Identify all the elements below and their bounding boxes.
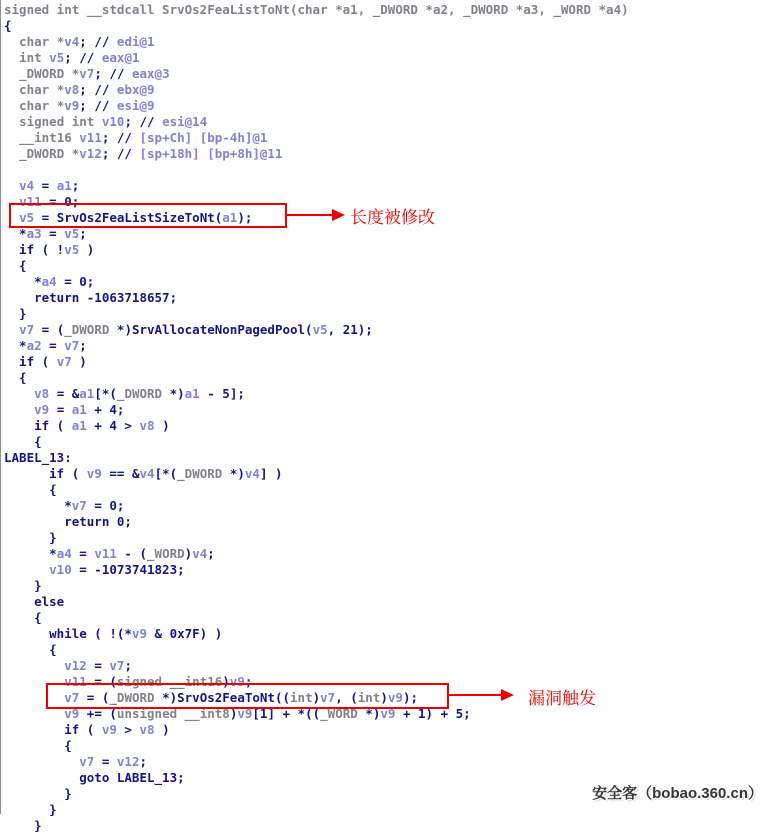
code-line: else xyxy=(4,594,65,609)
code-line: return 0; xyxy=(4,514,132,529)
code-line: v7 = (_DWORD *)SrvOs2FeaToNt((int)v7, (int)v9); xyxy=(64,690,418,705)
code-line: { xyxy=(4,482,57,497)
code-line: _DWORD *v7; // eax@3 xyxy=(19,66,170,81)
code-line: *a2 = v7; xyxy=(4,338,87,353)
code-line: v8 = &a1[*(_DWORD *)a1 - 5]; xyxy=(34,386,245,401)
code-line: char *v9; // esi@9 xyxy=(19,98,155,113)
code-line: goto LABEL_13; xyxy=(4,770,185,785)
code-line: { xyxy=(4,258,27,273)
code-line: { xyxy=(4,642,57,657)
code-line: } xyxy=(4,786,72,801)
code-line: { xyxy=(4,738,72,753)
code-line: char *v4; // edi@1 xyxy=(19,34,155,49)
code-line: while ( !(*v9 & 0x7F) ) xyxy=(4,626,223,641)
annotation-label-length: 长度被修改 xyxy=(350,208,435,227)
code-line: } xyxy=(4,578,42,593)
annotation-box-length xyxy=(9,203,287,228)
annotation-arrow-length xyxy=(287,214,332,216)
code-line: } xyxy=(4,530,57,545)
code-line: if ( v9 == &v4[*(_DWORD *)v4] ) xyxy=(4,466,283,481)
code-line: v9 += (unsigned __int8)v9[1] + *((_WORD *)v9 + 1) + 5; xyxy=(64,706,471,721)
annotation-arrow-vuln xyxy=(449,694,501,696)
code-line: v5 = SrvOs2FeaListSizeToNt(a1); xyxy=(19,210,253,225)
code-line: *a4 = v11 - (_WORD)v4; xyxy=(4,546,215,561)
code-line: } xyxy=(4,818,42,833)
code-line: *a3 = v5; xyxy=(4,226,87,241)
code-line: v9 = a1 + 4; xyxy=(34,402,125,417)
code-line: v11 = 0; xyxy=(19,194,80,209)
code-line: v11 = (signed __int16)v9; xyxy=(64,674,253,689)
code-line: { xyxy=(4,370,27,385)
code-line: v7 = v12; xyxy=(79,754,148,769)
code-line: LABEL_13: xyxy=(4,450,72,465)
code-line: { xyxy=(4,610,42,625)
code-line: v12 = v7; xyxy=(64,658,132,673)
annotation-label-vuln: 漏洞触发 xyxy=(528,689,596,708)
code-line: char *v8; // ebx@9 xyxy=(19,82,155,97)
code-line: *a4 = 0; xyxy=(4,274,95,289)
code-line: int v5; // eax@1 xyxy=(19,50,140,65)
code-line: } xyxy=(4,802,57,817)
code-line: _DWORD *v12; // [sp+18h] [bp+8h]@11 xyxy=(19,146,283,161)
code-line: __int16 v11; // [sp+Ch] [bp-4h]@1 xyxy=(19,130,268,145)
watermark: 安全客（bobao.360.cn） xyxy=(592,785,763,802)
code-line: signed int v10; // esi@14 xyxy=(19,114,208,129)
code-line: { xyxy=(4,18,12,33)
code-line: } xyxy=(4,306,27,321)
code-line: if ( v7 ) xyxy=(4,354,87,369)
code-line: if ( !v5 ) xyxy=(4,242,95,257)
code-line: { xyxy=(4,434,42,449)
code-line: v7 = (_DWORD *)SrvAllocateNonPagedPool(v5, 21); xyxy=(19,322,373,337)
code-line: *v7 = 0; xyxy=(4,498,125,513)
code-line: v4 = a1; xyxy=(19,178,80,193)
code-line: return -1063718657; xyxy=(4,290,178,305)
code-line: if ( a1 + 4 > v8 ) xyxy=(4,418,170,433)
code-line: signed int __stdcall SrvOs2FeaListToNt(char *a1, _DWORD *a2, _DWORD *a3, _WORD *a4) xyxy=(4,2,629,17)
annotation-box-vuln xyxy=(46,683,449,709)
code-line: if ( v9 > v8 ) xyxy=(4,722,170,737)
code-line: v10 = -1073741823; xyxy=(49,562,185,577)
code-line xyxy=(4,162,775,178)
